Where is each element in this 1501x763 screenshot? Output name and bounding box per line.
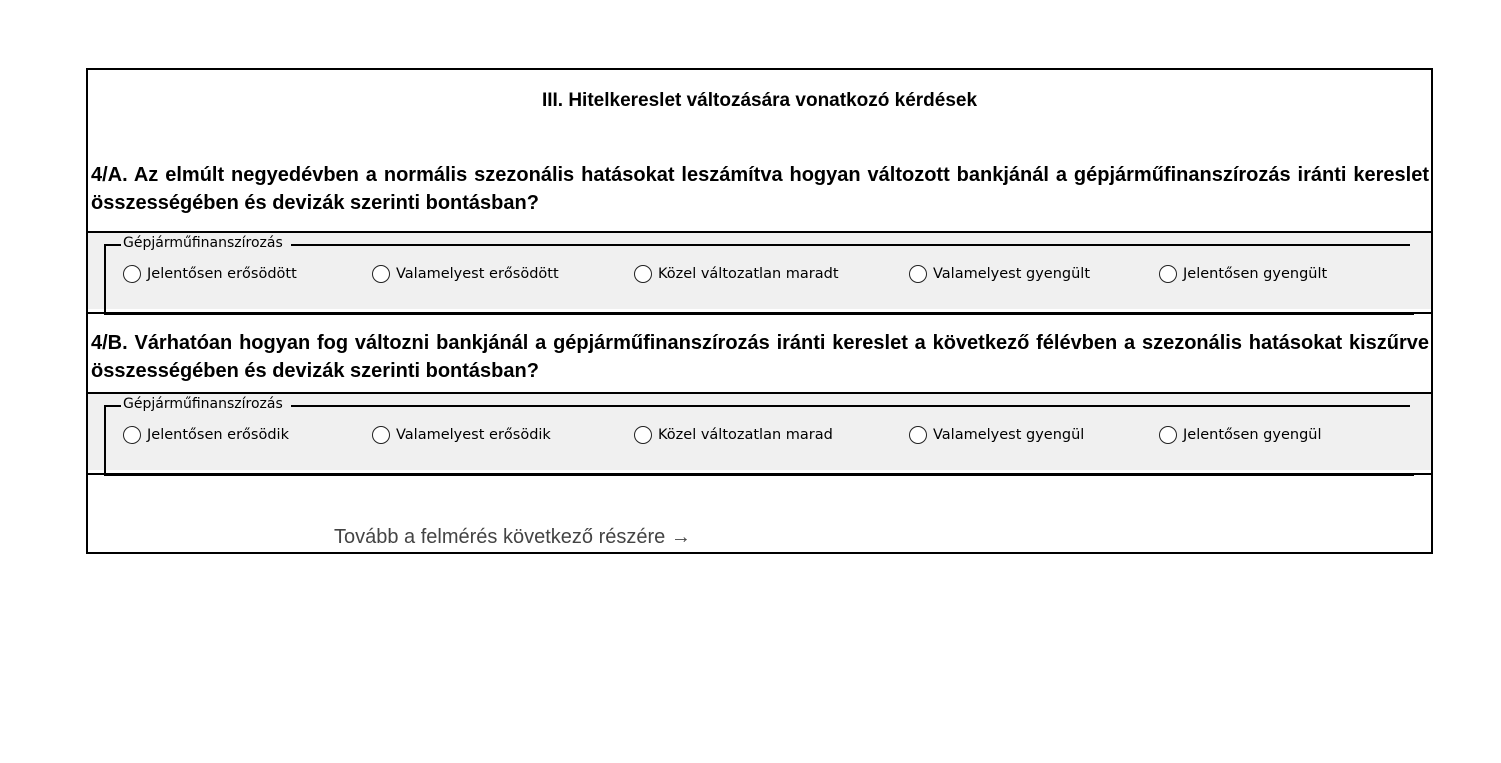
radio-label: Jelentősen gyengül <box>1183 427 1322 443</box>
survey-form <box>86 68 1433 554</box>
radio-option-unchanged[interactable] <box>634 265 839 283</box>
radio-option-significantly-weaken[interactable] <box>1159 426 1322 444</box>
radio-option-unchanged[interactable] <box>634 426 833 444</box>
radio-label: Valamelyest gyengül <box>933 427 1085 443</box>
radio-label: Valamelyest gyengült <box>933 266 1091 282</box>
radio-label: Jelentősen erősödik <box>147 427 289 443</box>
radio-option-significantly-strengthened[interactable] <box>123 265 297 283</box>
radio-button[interactable] <box>123 265 141 283</box>
radio-label: Közel változatlan maradt <box>658 266 839 282</box>
question-4b: 4/B. Várhatóan hogyan fog változni bankjánál a gépjárműfinanszírozás iránti kereslet a következő félévben a szezonális hatásokat kiszűrve összességében és devizák szerinti bontásban? <box>91 332 1429 382</box>
radio-option-somewhat-strengthen[interactable] <box>372 426 551 444</box>
radio-option-somewhat-weakened[interactable] <box>909 265 1090 283</box>
radio-option-significantly-strengthen[interactable] <box>123 426 289 444</box>
fieldset-border <box>104 405 1410 407</box>
radio-label: Jelentősen erősödött <box>147 266 297 282</box>
fieldset-border <box>104 405 106 475</box>
radio-button[interactable] <box>909 265 927 283</box>
radio-option-somewhat-weaken[interactable] <box>909 426 1084 444</box>
question-4a: 4/A. Az elmúlt negyedévben a normális szezonális hatásokat leszámítva hogyan változott bankjánál a gépjárműfinanszírozás iránti kereslet összességében és devizák szerinti bontásban? <box>91 164 1429 214</box>
group-legend: Gépjárműfinanszírozás <box>121 394 291 414</box>
radio-option-somewhat-strengthened[interactable] <box>372 265 559 283</box>
radio-button[interactable] <box>372 265 390 283</box>
radio-button[interactable] <box>634 265 652 283</box>
next-section-link[interactable]: Tovább a felmérés következő részére → <box>334 526 691 548</box>
radio-button[interactable] <box>1159 426 1177 444</box>
radio-button[interactable] <box>123 426 141 444</box>
radio-label: Közel változatlan marad <box>658 427 833 443</box>
group-legend: Gépjárműfinanszírozás <box>121 233 291 253</box>
radio-option-significantly-weakened[interactable] <box>1159 265 1327 283</box>
radio-button[interactable] <box>1159 265 1177 283</box>
radio-group-4b <box>104 394 1410 462</box>
radio-label: Valamelyest erősödik <box>396 427 551 443</box>
section-title: III. Hitelkereslet változására vonatkozó kérdések <box>541 90 978 111</box>
radio-label: Valamelyest erősödött <box>396 266 559 282</box>
radio-label: Jelentősen gyengült <box>1183 266 1328 282</box>
radio-group-4a <box>104 233 1410 301</box>
radio-button[interactable] <box>909 426 927 444</box>
radio-button[interactable] <box>372 426 390 444</box>
fieldset-border <box>104 244 106 314</box>
divider <box>88 473 1431 475</box>
fieldset-border <box>104 244 1410 246</box>
radio-button[interactable] <box>634 426 652 444</box>
divider <box>88 312 1431 314</box>
